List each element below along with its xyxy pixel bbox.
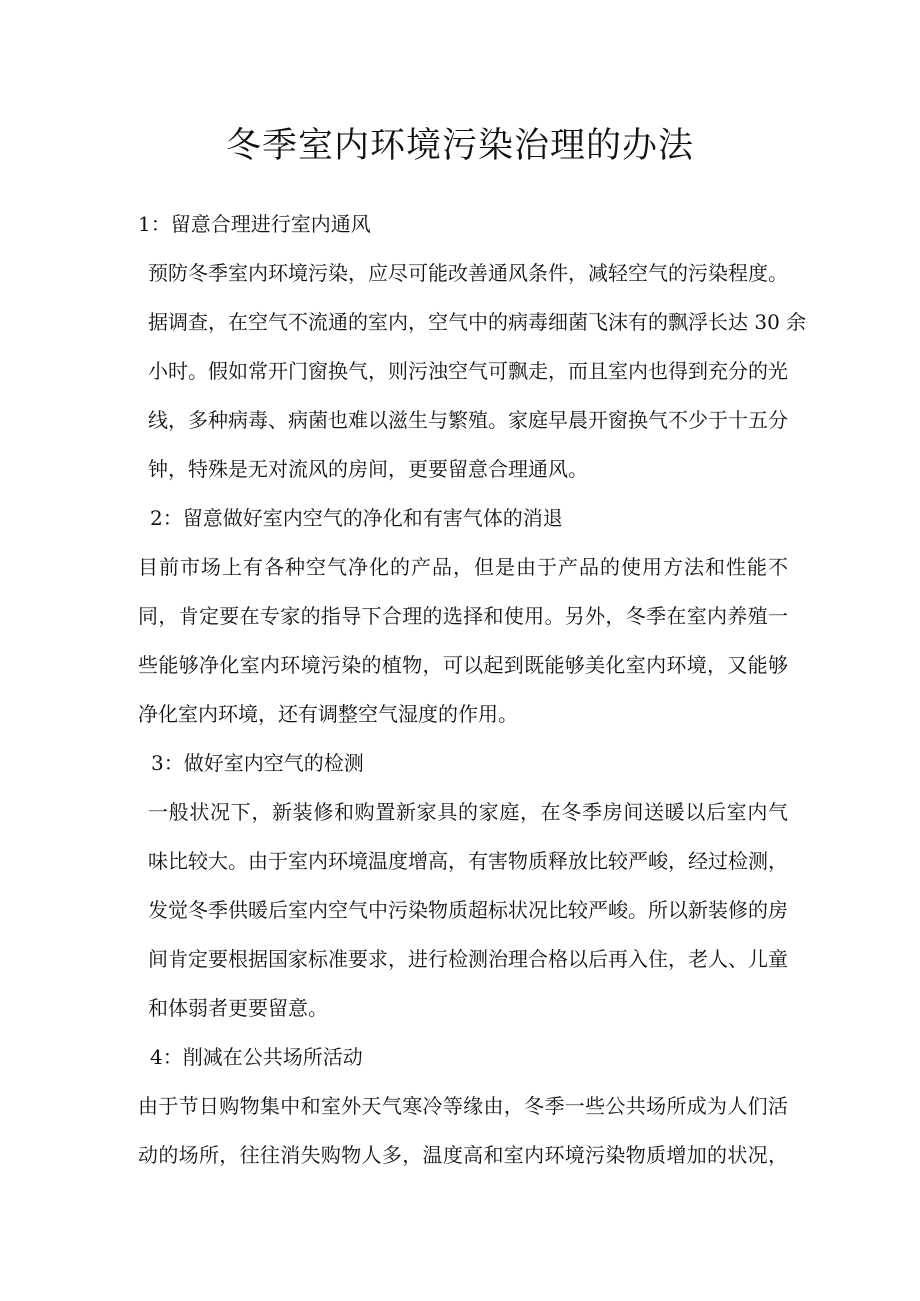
section-3 (138, 739, 788, 1033)
paragraph (138, 249, 807, 494)
section-heading: 4：削减在公共场所活动 (150, 1045, 363, 1069)
paragraph-line: 预防冬季室内环境污染，应尽可能改善通风条件，减轻空气的污染程度。 (148, 261, 788, 285)
paragraph-line: 发觉冬季供暖后室内空气中污染物质超标状况比较严峻。所以新装修的房 (148, 898, 788, 922)
section-1 (138, 200, 807, 494)
paragraph-line: 据调查，在空气不流通的室内，空气中的病毒细菌飞沫有的飘浮长达 30 余 (148, 310, 807, 334)
document-body (138, 200, 807, 1180)
document-title: 冬季室内环境污染治理的办法 (225, 126, 694, 166)
paragraph-line: 净化室内环境，还有调整空气湿度的作用。 (138, 702, 518, 726)
paragraph-line: 和体弱者更要留意。 (148, 996, 328, 1020)
paragraph (138, 1082, 788, 1180)
paragraph (138, 788, 788, 1033)
section-heading: 2：留意做好室内空气的净化和有害气体的消退 (150, 506, 563, 530)
paragraph (138, 543, 788, 739)
section-heading: 1：留意合理进行室内通风 (138, 212, 371, 236)
section-4 (138, 1033, 788, 1180)
paragraph-line: 同，肯定要在专家的指导下合理的选择和使用。另外，冬季在室内养殖一 (138, 604, 788, 628)
paragraph-line: 线，多种病毒、病菌也难以滋生与繁殖。家庭早晨开窗换气不少于十五分 (148, 408, 788, 432)
paragraph-line: 目前市场上有各种空气净化的产品，但是由于产品的使用方法和性能不 (138, 555, 788, 579)
paragraph-line: 动的场所，往往消失购物人多，温度高和室内环境污染物质增加的状况， (138, 1143, 788, 1167)
paragraph-line: 一般状况下，新装修和购置新家具的家庭，在冬季房间送暖以后室内气 (148, 800, 788, 824)
paragraph-line: 由于节日购物集中和室外天气寒冷等缘由，冬季一些公共场所成为人们活 (138, 1094, 788, 1118)
paragraph-line: 小时。假如常开门窗换气，则污浊空气可飘走，而且室内也得到充分的光 (148, 359, 788, 383)
paragraph-line: 些能够净化室内环境污染的植物，可以起到既能够美化室内环境，又能够 (138, 653, 788, 677)
section-heading: 3：做好室内空气的检测 (151, 751, 364, 775)
section-2 (138, 494, 788, 739)
paragraph-line: 钟，特殊是无对流风的房间，更要留意合理通风。 (148, 457, 588, 481)
paragraph-line: 味比较大。由于室内环境温度增高，有害物质释放比较严峻，经过检测， (148, 849, 788, 873)
paragraph-line: 间肯定要根据国家标准要求，进行检测治理合格以后再入住，老人、儿童 (148, 947, 788, 971)
